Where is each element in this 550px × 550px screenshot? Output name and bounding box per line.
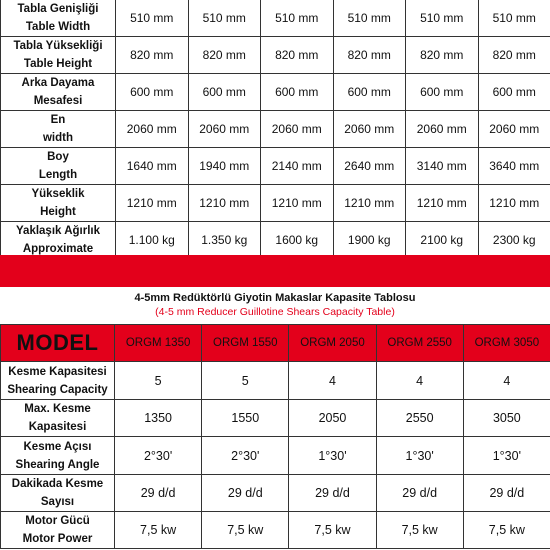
table-cell: 2060 mm [188,111,261,148]
model-header: MODEL [1,325,115,362]
row-label-line: Height [40,206,76,218]
table-cell: 2°30' [202,437,289,475]
table-cell: 2140 mm [261,148,334,185]
table-cell: 510 mm [478,0,550,37]
table-cell: 510 mm [261,0,334,37]
table-row [1,37,550,74]
table-cell: 820 mm [261,37,334,74]
table-cell: 1.100 kg [116,222,189,259]
row-label-line: Approximate [22,243,94,255]
table-cell: 3050 [463,400,550,437]
table-cell: 2100 kg [406,222,479,259]
table-cell: 1.350 kg [188,222,261,259]
table-cell: 600 mm [188,74,261,111]
table-row [1,400,550,437]
table-cell: 2060 mm [116,111,189,148]
table-cell: 7,5 kw [376,512,463,549]
table-cell: 2550 [376,400,463,437]
top-spec-table [0,0,550,259]
table-cell: 1210 mm [188,185,261,222]
row-label-line: Shearing Angle [15,458,100,471]
capacity-table-title: 4-5mm Redüktörlü Giyotin Makaslar Kapasite Tablosu [134,292,416,304]
table-cell: 2060 mm [406,111,479,148]
table-cell: 1°30' [289,437,376,475]
row-label-line: Boy [47,151,69,163]
table-cell: 2°30' [115,437,202,475]
row-label [1,362,115,400]
table-cell: 820 mm [333,37,406,74]
capacity-table [0,324,550,549]
row-label-line: Motor Gücü [25,515,90,527]
table-cell: 7,5 kw [463,512,550,549]
row-label-line: Mesafesi [33,95,83,107]
table-cell: 5 [202,362,289,400]
table-row [1,222,550,259]
table-cell: 510 mm [116,0,189,37]
row-label [1,74,116,111]
table-cell: 2060 mm [261,111,334,148]
table-row [1,512,550,549]
table-cell: 7,5 kw [115,512,202,549]
row-label-line: Shearing Capacity [7,383,108,396]
table-cell: 510 mm [333,0,406,37]
table-row [1,475,550,512]
table-cell: 2060 mm [333,111,406,148]
table-cell: 1550 [202,400,289,437]
table-row [1,362,550,400]
row-label-line: Length [38,169,78,181]
row-label [1,37,116,74]
row-label-line: Kesme Kapasitesi [8,365,107,378]
table-cell: 820 mm [406,37,479,74]
table-cell: 2640 mm [333,148,406,185]
table-cell: 1210 mm [406,185,479,222]
row-label-line: Table Width [25,21,91,33]
table-cell: 29 d/d [202,475,289,512]
row-label [1,222,116,259]
table-cell: 1210 mm [116,185,189,222]
table-cell: 29 d/d [115,475,202,512]
model-header-row [1,325,550,362]
table-cell: 4 [463,362,550,400]
row-label-line: Dakikada Kesme [11,478,104,490]
table-cell: 1900 kg [333,222,406,259]
table-cell: 1210 mm [333,185,406,222]
table-cell: 2060 mm [478,111,550,148]
table-row [1,74,550,111]
row-label [1,111,116,148]
row-label-line: Max. Kesme [24,403,91,415]
model-name: ORGM 2550 [376,325,463,362]
table-cell: 1210 mm [261,185,334,222]
table-row [1,185,550,222]
table-cell: 600 mm [333,74,406,111]
row-label-line: Kesme Açısı [23,440,92,453]
row-label [1,437,115,475]
table-cell: 600 mm [478,74,550,111]
table-cell: 820 mm [116,37,189,74]
row-label-line: Yaklaşık Ağırlık [16,225,100,237]
table-cell: 820 mm [478,37,550,74]
row-label [1,400,115,437]
table-cell: 29 d/d [376,475,463,512]
table-cell: 1600 kg [261,222,334,259]
table-cell: 29 d/d [463,475,550,512]
table-cell: 510 mm [406,0,479,37]
row-label [1,148,116,185]
model-name: ORGM 2050 [289,325,376,362]
table-cell: 29 d/d [289,475,376,512]
row-label [1,0,116,37]
red-divider-band [0,255,550,287]
table-row [1,0,550,37]
row-label [1,512,115,549]
table-cell: 3140 mm [406,148,479,185]
row-label [1,475,115,512]
table-row [1,437,550,475]
table-cell: 5 [115,362,202,400]
row-label-line: En [50,114,66,126]
row-label-line: Tabla Yüksekliği [13,40,103,52]
table-cell: 600 mm [406,74,479,111]
table-cell: 7,5 kw [289,512,376,549]
model-name: ORGM 3050 [463,325,550,362]
table-cell: 510 mm [188,0,261,37]
table-cell: 600 mm [261,74,334,111]
row-label-line: width [42,132,74,144]
capacity-table-heading [0,287,550,322]
table-cell: 820 mm [188,37,261,74]
table-cell: 3640 mm [478,148,550,185]
table-cell: 1350 [115,400,202,437]
row-label-line: Yükseklik [31,188,85,200]
table-cell: 7,5 kw [202,512,289,549]
table-row [1,111,550,148]
row-label-line: Motor Power [22,533,93,545]
table-cell: 1°30' [463,437,550,475]
table-cell: 4 [376,362,463,400]
row-label [1,185,116,222]
row-label-line: Table Height [23,58,93,70]
table-cell: 4 [289,362,376,400]
table-row [1,148,550,185]
row-label-line: Arka Dayama [21,77,95,89]
table-cell: 1210 mm [478,185,550,222]
table-cell: 2300 kg [478,222,550,259]
table-cell: 1640 mm [116,148,189,185]
row-label-line: Sayısı [40,496,75,508]
capacity-table-subtitle: (4-5 mm Reducer Guillotine Shears Capacity Table) [155,306,395,318]
row-label-line: Kapasitesi [28,421,87,433]
model-name: ORGM 1550 [202,325,289,362]
table-cell: 1940 mm [188,148,261,185]
model-name: ORGM 1350 [115,325,202,362]
table-cell: 600 mm [116,74,189,111]
table-cell: 2050 [289,400,376,437]
row-label-line: Tabla Genişliği [17,3,99,15]
table-cell: 1°30' [376,437,463,475]
